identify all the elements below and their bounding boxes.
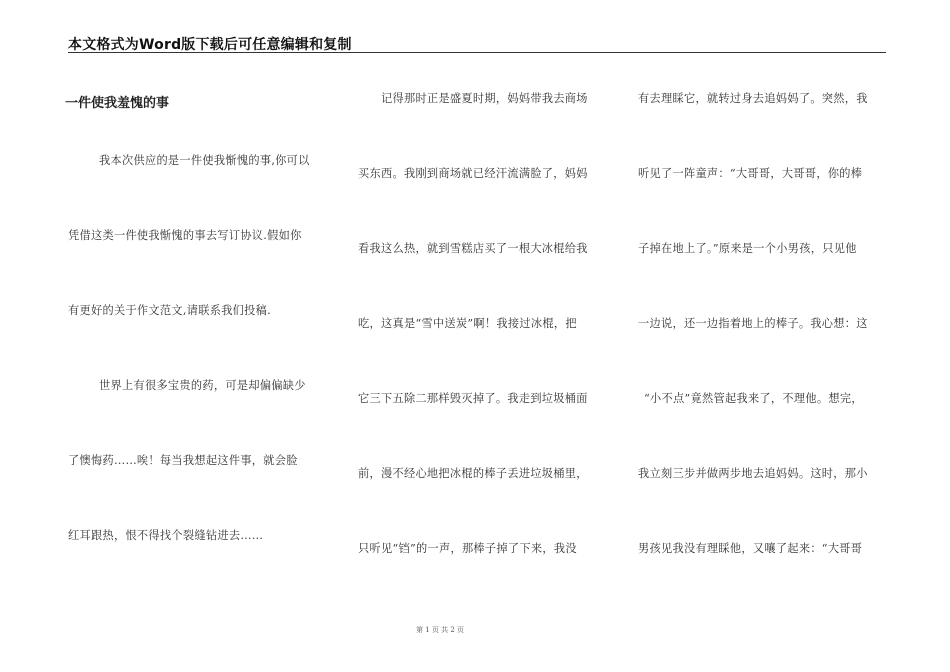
text-line: 红耳跟热，恨不得找个裂缝钻进去…… [68, 529, 264, 542]
text-line: “小不点”竟然管起我来了，不理他。想完， [644, 392, 863, 405]
page-number: 第 1 页 共 2 页 [415, 626, 465, 634]
text-line: 我立刻三步并做两步地去追妈妈。这时，那小 [638, 467, 868, 480]
text-line: 吃，这真是“雪中送炭”啊！我接过冰棍，把 [358, 317, 577, 330]
text-line: 听见了一阵童声：“大哥哥，大哥哥，你的棒 [638, 167, 863, 180]
text-line: 买东西。我刚到商场就已经汗流满脸了，妈妈 [358, 167, 588, 180]
text-line: 男孩见我没有理睬他，又嚷了起来：“大哥哥 [638, 542, 863, 555]
text-line: 有去理睬它，就转过身去追妈妈了。突然，我 [638, 92, 868, 105]
text-line: 前，漫不经心地把冰棍的棒子丢进垃圾桶里， [358, 467, 588, 480]
text-line: 看我这么热，就到雪糕店买了一根大冰棍给我 [358, 242, 588, 255]
text-line: 有更好的关于作文范文,请联系我们投稿. [68, 304, 272, 317]
document-header-title: 本文格式为Word版下载后可任意编辑和复制 [68, 37, 352, 53]
text-line: 我本次供应的是一件使我惭愧的事,你可以 [99, 154, 310, 167]
text-line: 它三下五除二那样毁灭掉了。我走到垃圾桶面 [358, 392, 588, 405]
text-line: 凭借这类一件使我惭愧的事去写订协议.假如你 [68, 229, 302, 242]
text-line: 一边说，还一边指着地上的棒子。我心想：这 [638, 317, 868, 330]
article-title: 一件使我羞愧的事 [65, 96, 170, 111]
text-line: 记得那时正是盛夏时期，妈妈带我去商场 [381, 92, 588, 105]
text-line: 只听见“铛”的一声，那棒子掉了下来，我没 [358, 542, 577, 555]
text-line: 子掉在地上了。”原来是一个小男孩，只见他 [638, 242, 857, 255]
text-line: 了懊悔药……唉！每当我想起这件事，就会脸 [68, 454, 298, 467]
text-line: 世界上有很多宝贵的药，可是却偏偏缺少 [99, 379, 306, 392]
header-divider [68, 52, 886, 53]
